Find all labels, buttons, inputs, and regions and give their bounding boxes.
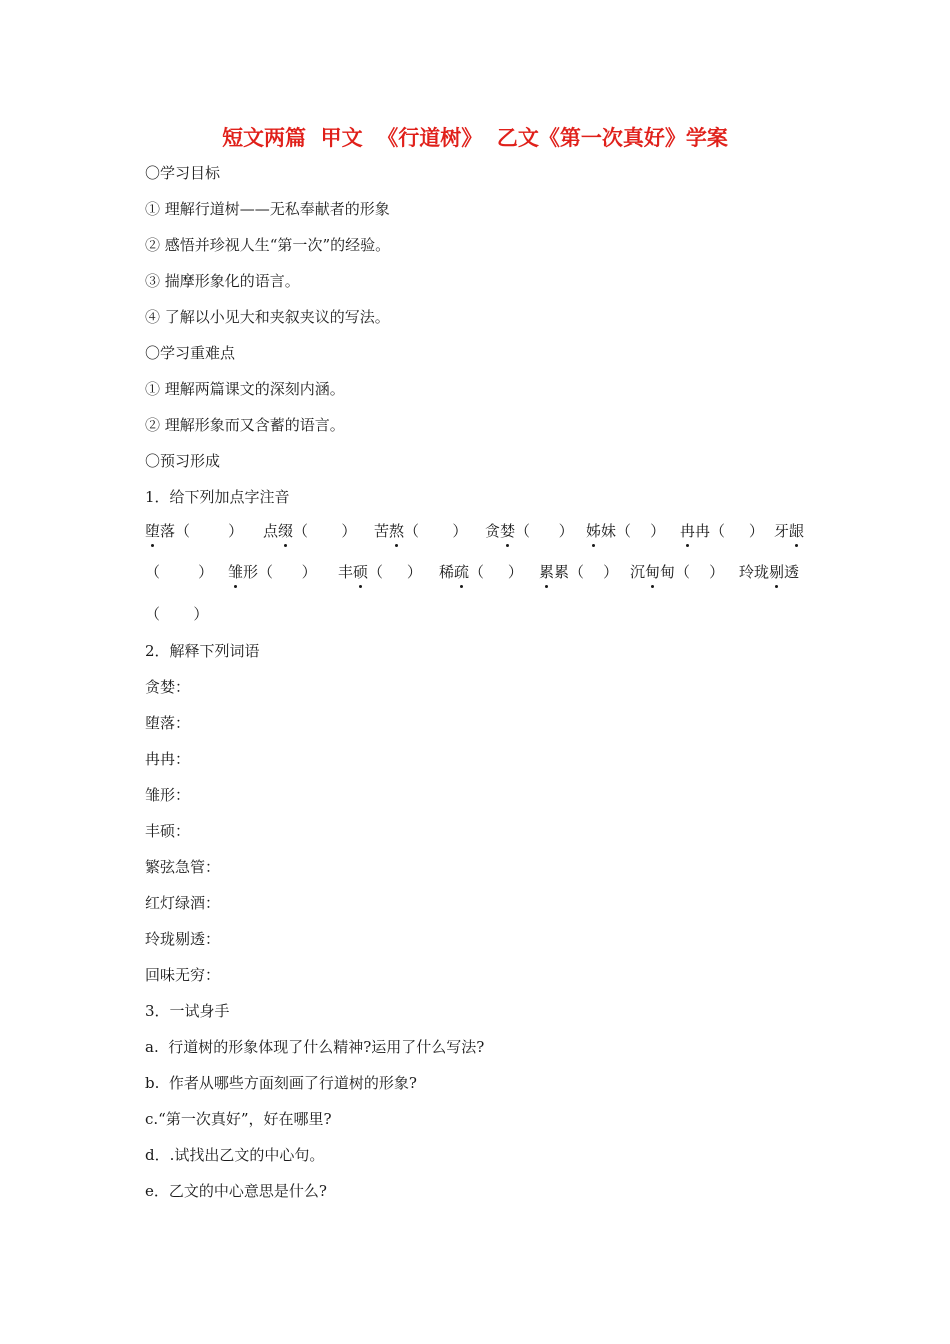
pinyin-word: 沉甸甸（ ）: [630, 563, 725, 581]
term-item: 繁弦急管：: [145, 858, 221, 876]
pinyin-word: 冉冉（ ）: [680, 522, 764, 540]
pinyin-word: 稀疏（ ）: [439, 563, 523, 581]
term-item: 冉冉：: [145, 750, 191, 768]
term-item: 红灯绿酒：: [145, 894, 221, 912]
section-heading-goals: 〇学习目标: [145, 164, 221, 182]
pinyin-row: [145, 521, 810, 543]
question-item: a. 行道树的形象体现了什么精神?运用了什么写法?: [145, 1038, 485, 1056]
question-3-title: 3．一试身手: [145, 1002, 230, 1020]
pinyin-word: 点缀（ ）: [263, 522, 357, 540]
question-1-title: 1．给下列加点字注音: [145, 488, 290, 506]
question-item: b. 作者从哪些方面刻画了行道树的形象?: [145, 1074, 417, 1092]
pinyin-word: 堕落（ ）: [145, 522, 244, 540]
pinyin-word: 牙龈: [774, 522, 805, 540]
pinyin-word: （ ）: [145, 605, 209, 623]
pinyin-word: 贪婪（ ）: [485, 522, 574, 540]
term-item: 堕落：: [145, 714, 191, 732]
goal-item: ② 感悟并珍视人生“第一次”的经验。: [145, 236, 391, 254]
section-heading-preview: 〇预习形成: [145, 452, 221, 470]
goal-item: ① 理解行道树——无私奉献者的形象: [145, 200, 390, 218]
document-title: 短文两篇 甲文 《行道树》 乙文《第一次真好》学案: [222, 125, 728, 150]
goal-item: ④ 了解以小见大和夹叙夹议的写法。: [145, 308, 390, 326]
question-item: d．.试找出乙文的中心句。: [145, 1146, 325, 1164]
pinyin-word: 丰硕（ ）: [338, 563, 422, 581]
difficulty-item: ② 理解形象而又含蓄的语言。: [145, 416, 345, 434]
pinyin-row: [145, 562, 810, 584]
pinyin-word: 苦熬（ ）: [374, 522, 468, 540]
pinyin-word: （ ）: [145, 563, 214, 581]
term-item: 丰硕：: [145, 822, 191, 840]
pinyin-word: 雏形（ ）: [228, 563, 317, 581]
question-item: e．乙文的中心意思是什么?: [145, 1182, 327, 1200]
question-2-title: 2．解释下列词语: [145, 642, 260, 660]
term-item: 贪婪：: [145, 678, 191, 696]
term-item: 回味无穷：: [145, 966, 221, 984]
pinyin-word: 累累（ ）: [539, 563, 619, 581]
question-item: c.“第一次真好”，好在哪里?: [145, 1110, 332, 1128]
section-heading-difficulties: 〇学习重难点: [145, 344, 236, 362]
term-item: 雏形：: [145, 786, 191, 804]
difficulty-item: ① 理解两篇课文的深刻内涵。: [145, 380, 345, 398]
pinyin-row: [145, 604, 810, 626]
pinyin-word: 姊妹（ ）: [586, 522, 666, 540]
pinyin-word: 玲珑剔透: [739, 563, 800, 581]
goal-item: ③ 揣摩形象化的语言。: [145, 272, 300, 290]
term-item: 玲珑剔透：: [145, 930, 221, 948]
